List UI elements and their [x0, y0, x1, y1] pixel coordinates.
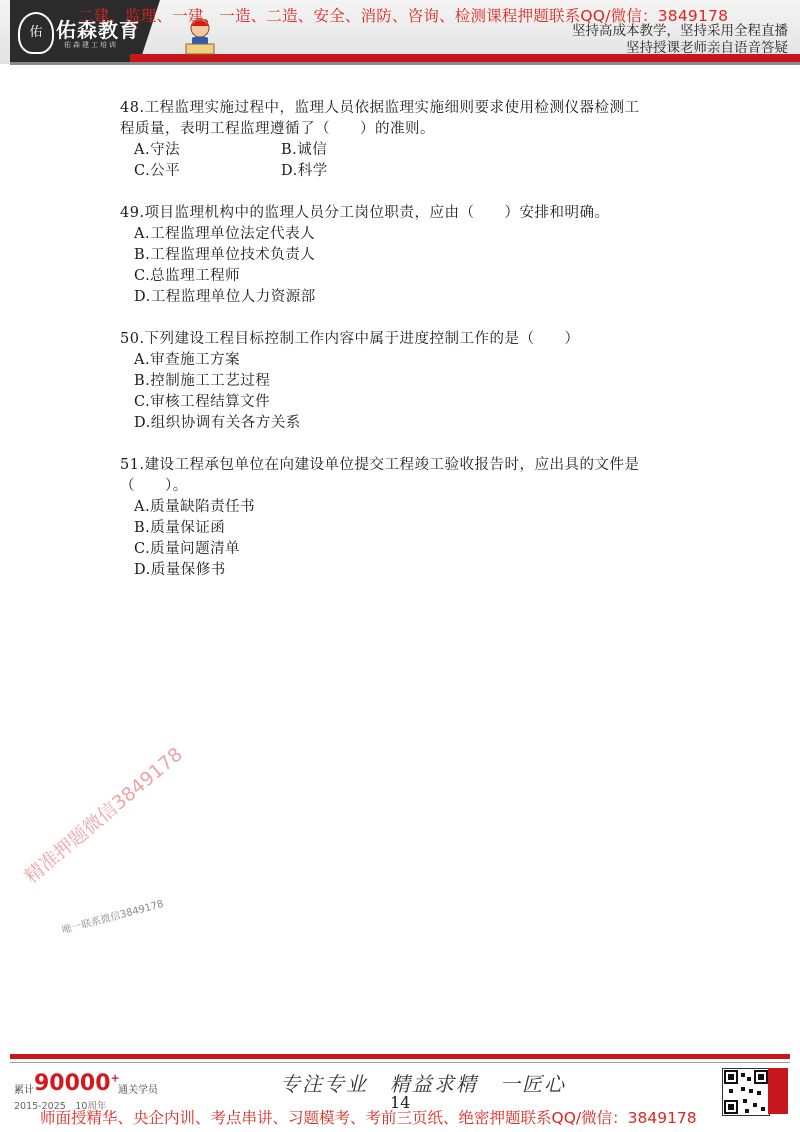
footer-grey-stripe	[10, 1062, 790, 1063]
footer-count-plus: +	[110, 1071, 120, 1085]
footer-count-label: 累计	[14, 1085, 34, 1096]
logo-name: 佑森教育	[56, 18, 140, 42]
option-d: D.质量保修书	[134, 562, 226, 578]
footer-count	[34, 1071, 120, 1096]
header-grey-stripe	[10, 62, 800, 65]
option-a: A.质量缺陷责任书	[134, 499, 256, 515]
option-b: B.控制施工工艺过程	[134, 373, 271, 389]
option-a: A.守法	[134, 142, 181, 158]
footer-red-stripe	[10, 1054, 790, 1059]
option-c: C.质量问题清单	[134, 541, 241, 557]
option-a: A.工程监理单位法定代表人	[134, 226, 316, 242]
question-stem-line: 50.下列建设工程目标控制工作内容中属于进度控制工作的是（ ）	[120, 331, 580, 347]
logo-icon: 佑	[18, 12, 54, 54]
footer-motto: 专注专业 精益求精 一匠心	[280, 1072, 566, 1096]
question-stem-line: 48.工程监理实施过程中，监理人员依据监理实施细则要求使用检测仪器检测工	[120, 100, 640, 116]
logo-subtitle: 佑森建工培训	[64, 41, 118, 49]
footer-count-suffix: 通关学员	[118, 1085, 158, 1096]
option-d: D.组织协调有关各方关系	[134, 415, 301, 431]
option-b: B.质量保证函	[134, 520, 226, 536]
footer-promo-text: 师面授精华、央企内训、考点串讲、习题模考、考前三页纸、绝密押题联系QQ/微信：3849178	[40, 1109, 697, 1127]
option-b: B.诚信	[281, 142, 328, 158]
option-b: B.工程监理单位技术负责人	[134, 247, 316, 263]
option-c: C.公平	[134, 163, 181, 179]
header-promo-text: 二建、监理、一建、一造、二造、安全、消防、咨询、检测课程押题联系QQ/微信：3849178	[78, 7, 729, 25]
question-stem-line: 51.建设工程承包单位在向建设单位提交工程竣工验收报告时，应出具的文件是	[120, 457, 640, 473]
footer-years: 2015-2025 10周年	[14, 1101, 107, 1112]
option-c: C.总监理工程师	[134, 268, 241, 284]
footer-red-tab	[768, 1068, 788, 1114]
watermark-small: 唯一联系微信3849178	[61, 898, 165, 937]
qr-code-icon	[722, 1068, 770, 1116]
question-stem-line: （ ）。	[120, 478, 188, 494]
option-c: C.审核工程结算文件	[134, 394, 271, 410]
page-number: 14	[390, 1093, 411, 1112]
header-slogan-line2: 坚持授课老师亲自语音答疑	[626, 40, 788, 56]
option-a: A.审查施工方案	[134, 352, 241, 368]
header-slogan-line1: 坚持高成本教学，坚持采用全程直播	[572, 23, 788, 39]
option-d: D.科学	[281, 163, 328, 179]
question-stem-line: 49.项目监理机构中的监理人员分工岗位职责，应由（ ）安排和明确。	[120, 205, 610, 221]
page-header	[0, 0, 800, 66]
watermark-diagonal: 精准押题微信3849178	[20, 743, 187, 888]
question-stem-line: 程质量，表明工程监理遵循了（ ）的准则。	[120, 121, 435, 137]
footer-count-number: 90000	[34, 1071, 111, 1096]
option-d: D.工程监理单位人力资源部	[134, 289, 316, 305]
